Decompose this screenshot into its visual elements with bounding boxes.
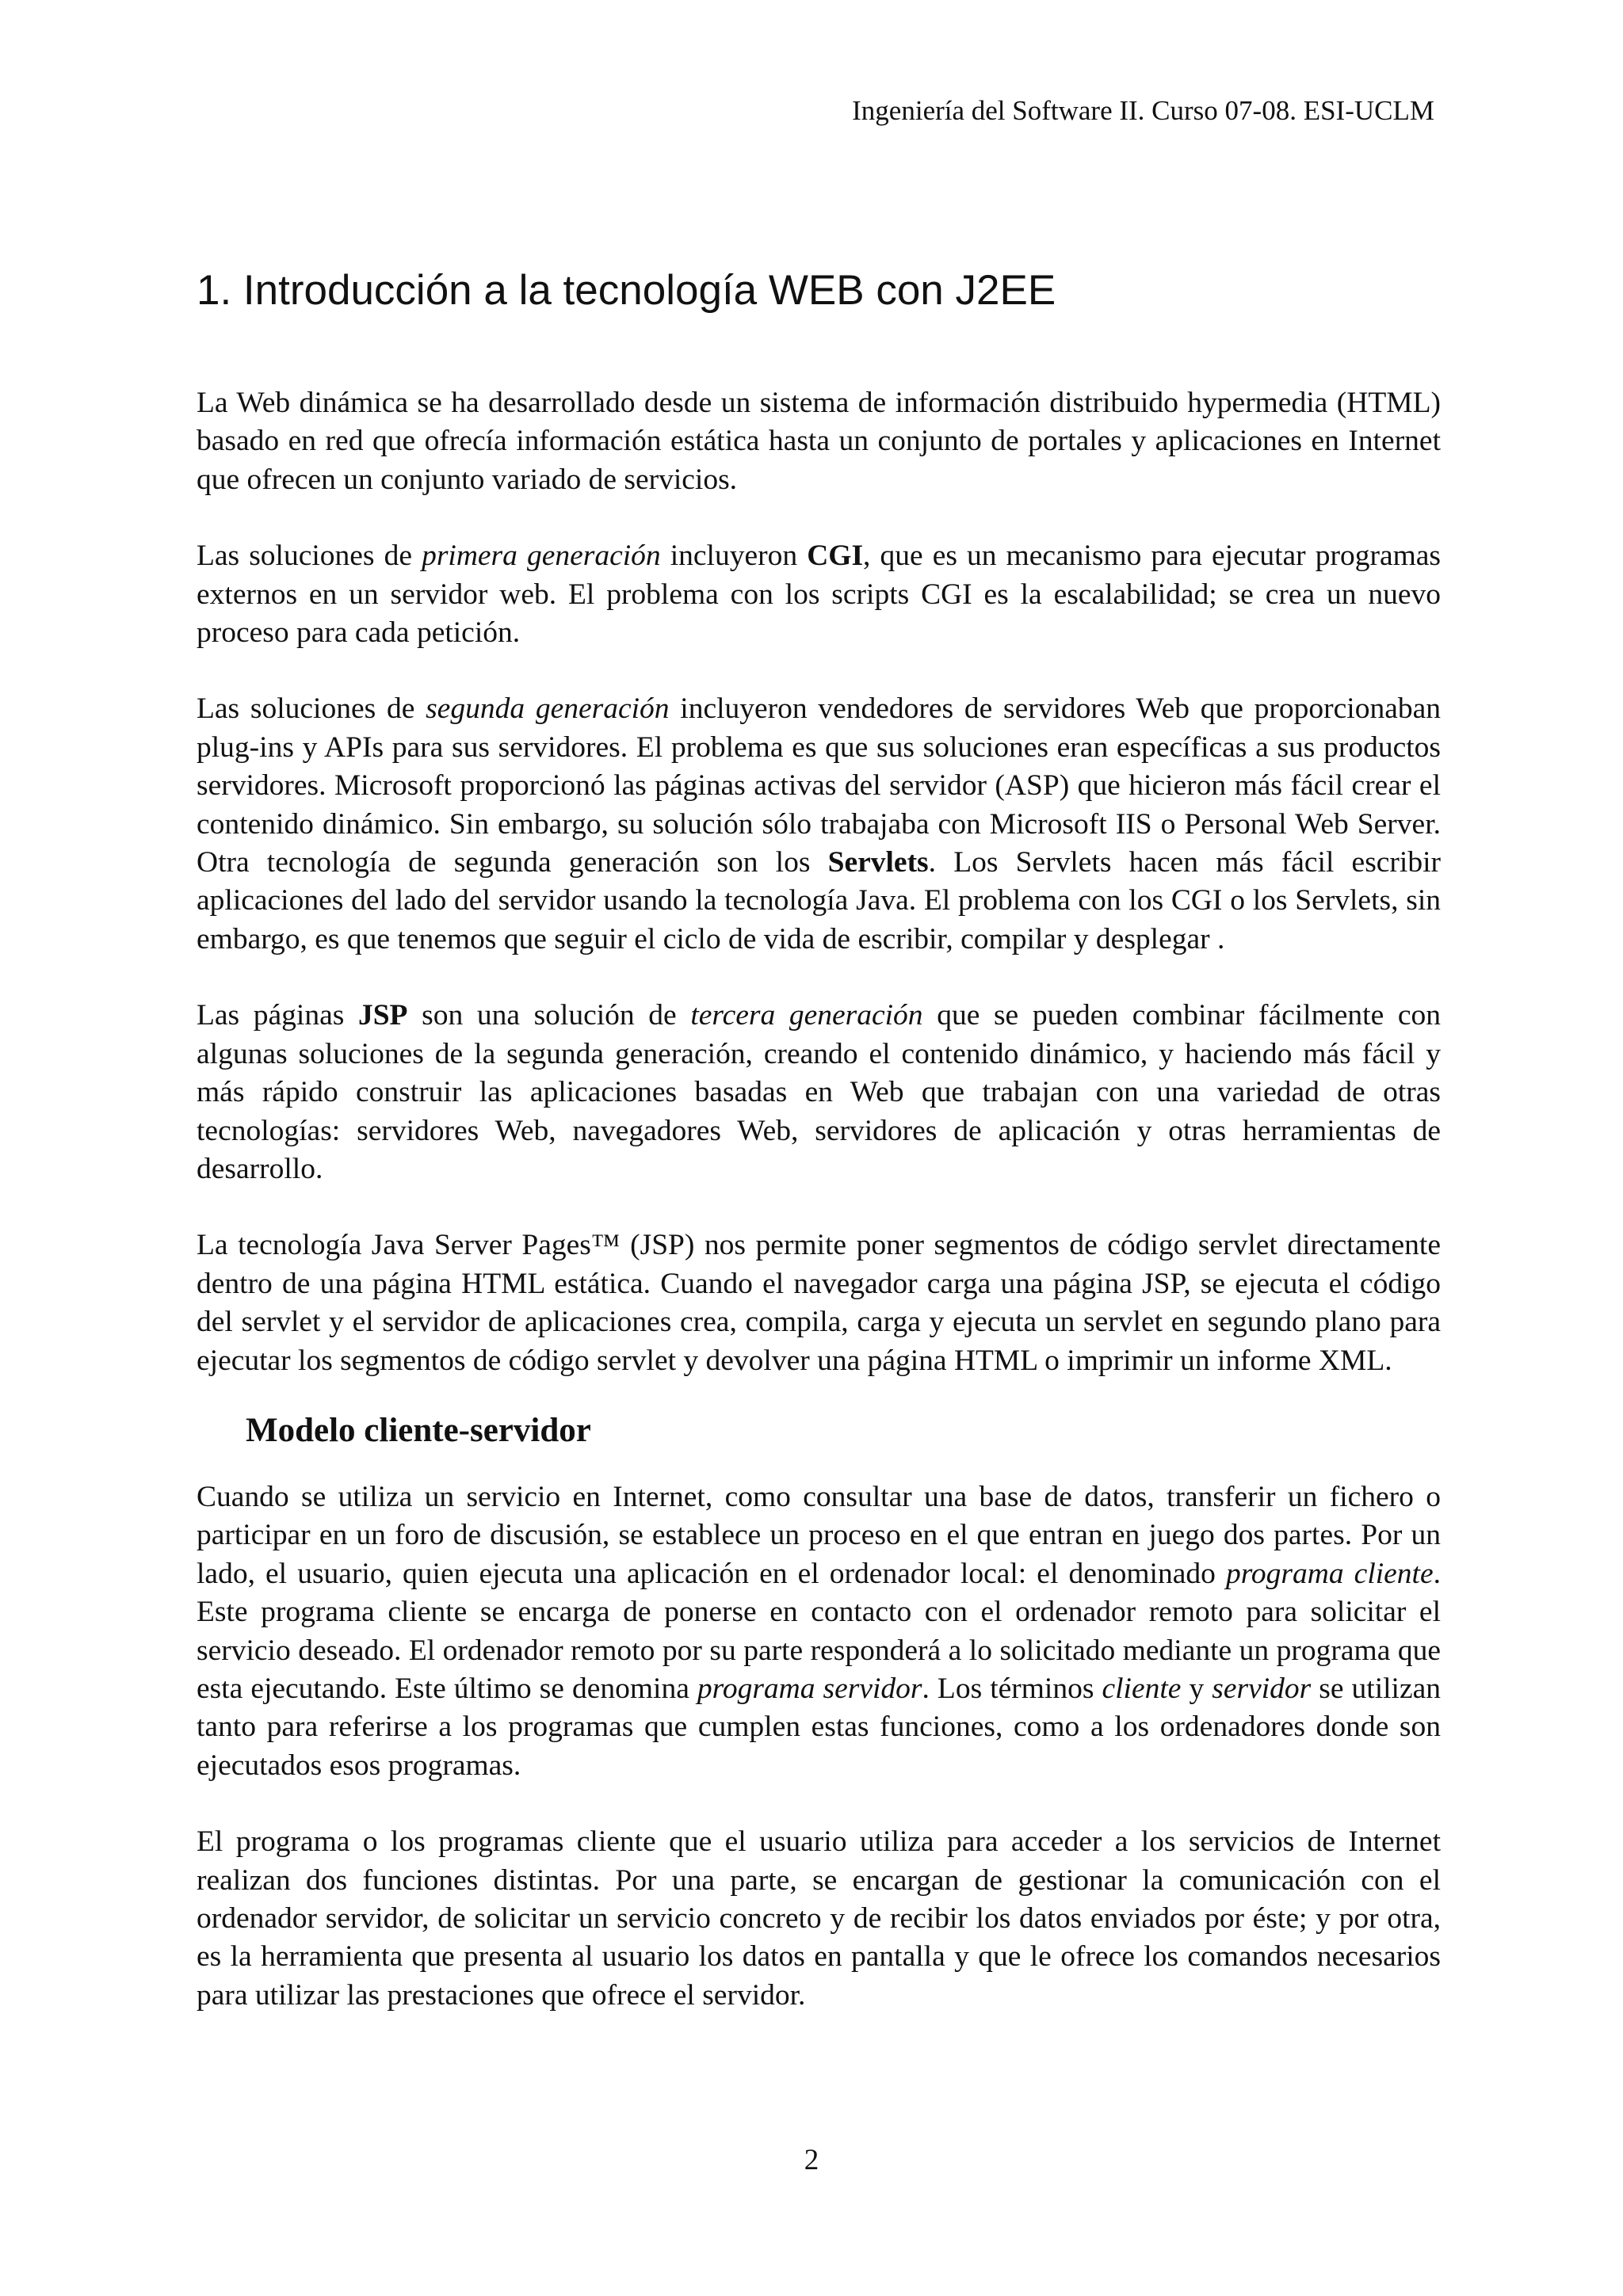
text-segment: . Los términos [922,1672,1102,1705]
paragraph-second-generation [197,690,1441,959]
section-title: Modelo cliente-servidor [246,1411,591,1449]
paragraph-client-server [197,1478,1441,1785]
emphasis-server: servidor [1212,1672,1312,1705]
page-content [197,265,1441,2053]
paragraph-first-generation [197,537,1441,652]
text-segment: . Este programa cliente se encarga de ponerse en contacto con el ordenador remoto para solicitar el servicio deseado. El ordenador remoto por su parte responderá a lo solicitado mediante un programa que esta ejecutando. Este último se denomina [197,1557,1441,1705]
emphasis-server-program: programa servidor [697,1672,922,1705]
paragraph-jsp-technology: La tecnología Java Server Pages™ (JSP) nos permite poner segmentos de código servlet directamente dentro de una página HTML estática. Cuando el navegador carga una página JSP, se ejecuta el código del servlet y el servidor de aplicaciones crea, compila, carga y ejecuta un servlet en segundo plano para ejecutar los segmentos de código servlet y devolver una página HTML o imprimir un informe XML. [197,1229,1441,1377]
text-segment: . Los Servlets hacen más fácil escribir aplicaciones del lado del servidor usando la tecnología Java. El problema con los CGI o los Servlets, sin embargo, es que tenemos que seguir el ciclo de vida de escribir, compilar y desplegar . [197,846,1441,955]
running-header: Ingeniería del Software II. Curso 07-08. ESI-UCLM [852,95,1434,126]
emphasis-client: cliente [1102,1672,1182,1705]
text-segment: Las páginas [197,999,358,1032]
bold-cgi: CGI [807,540,864,573]
emphasis-first-generation: primera generación [422,540,661,573]
text-segment: que se pueden combinar fácilmente con algunas soluciones de la segunda generación, creando el contenido dinámico, y haciendo más fácil y más rápido construir las aplicaciones basadas en Web que trabajan con una variedad de otras tecnologías: servidores Web, navegadores Web, servidores de aplicación y otras herramientas de desarrollo. [197,999,1442,1185]
emphasis-third-generation: tercera generación [690,999,923,1032]
bold-servlets: Servlets [827,846,929,879]
chapter-title: 1. Introducción a la tecnología WEB con J2EE [197,267,1056,314]
text-segment: Cuando se utiliza un servicio en Internet, como consultar una base de datos, transferir un fichero o participar en un foro de discusión, se establece un proceso en el que entran en juego dos partes. Por un lado, el usuario, quien ejecuta una aplicación en el ordenador local: el denominado [197,1480,1441,1590]
text-segment: incluyeron [660,540,808,573]
bold-jsp: JSP [357,999,408,1032]
text-segment: incluyeron vendedores de servidores Web que proporcionaban plug-ins y APIs para sus servidores. El problema es que sus soluciones eran específicas a sus productos servidores. Microsoft proporcionó las páginas activas del servidor (ASP) que hicieron más fácil crear el contenido dinámico. Sin embargo, su solución sólo trabajaba con Microsoft IIS o Personal Web Server. Otra tecnología de segunda generación son los [197,692,1441,879]
text-segment: Las soluciones de [197,540,422,573]
text-segment: son una solución de [407,999,691,1032]
text-segment: , que es un mecanismo para ejecutar programas externos en un servidor web. El problema con los scripts CGI es la escalabilidad; se crea un nuevo proceso para cada petición. [197,540,1442,650]
text-segment: Las soluciones de [197,692,426,726]
paragraph-client-functions: El programa o los programas cliente que el usuario utiliza para acceder a los servicios de Internet realizan dos funciones distintas. Por una parte, se encargan de gestionar la comunicación con el ordenador servidor, de solicitar un servicio concreto y de recibir los datos enviados por éste; y por otra, es la herramienta que presenta al usuario los datos en pantalla y que le ofrece los comandos necesarios para utilizar las prestaciones que ofrece el servidor. [197,1825,1441,2012]
text-segment: se utilizan tanto para referirse a los programas que cumplen estas funciones, como a los ordenadores donde son ejecutados esos programas. [197,1672,1442,1782]
paragraph-third-generation [197,997,1441,1188]
text-segment: y [1181,1672,1212,1705]
emphasis-client-program: programa cliente [1225,1557,1434,1590]
emphasis-second-generation: segunda generación [426,692,670,726]
page-number: 2 [804,2144,819,2176]
paragraph-intro: La Web dinámica se ha desarrollado desde un sistema de información distribuido hypermedia (HTML) basado en red que ofrecía información estática hasta un conjunto de portales y aplicaciones en Internet que ofrecen un conjunto variado de servicios. [197,387,1441,496]
